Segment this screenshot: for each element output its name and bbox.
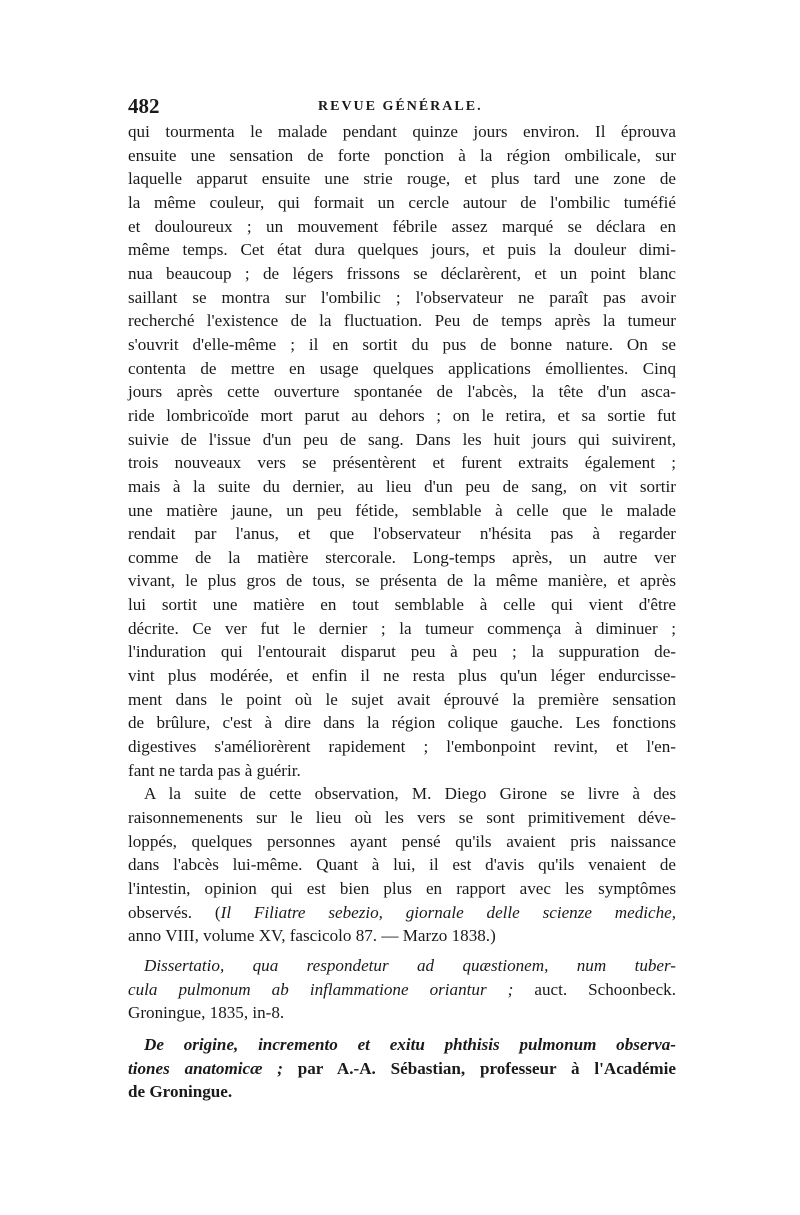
citation-tail: anno VIII, volume XV, fascicolo 87. — Marzo 1838.) xyxy=(128,926,496,946)
text-line: suivie de l'issue d'un peu de sang. Dans les huit jours qui suivirent, xyxy=(128,429,676,449)
bib-author: par A.-A. Sébastian, professeur à l'Académie xyxy=(282,1058,677,1078)
text-line: une matière jaune, un peu fétide, semblable à celle que le malade xyxy=(128,500,676,520)
text-line: trois nouveaux vers se présentèrent et furent extraits également ; xyxy=(128,453,676,473)
text-line: mais à la suite du dernier, au lieu d'un peu de sang, on vit sortir xyxy=(128,476,676,496)
text-line: ride lombricoïde mort parut au dehors ; on le retira, et sa sortie fut xyxy=(128,405,676,425)
bib-title-line-2 xyxy=(128,1057,676,1081)
text-line: contenta de mettre en usage quelques applications émollientes. Cinq xyxy=(128,358,676,378)
bib-title: De origine, incremento et exitu phthisis pulmonum observa- xyxy=(144,1034,676,1054)
paragraph-discussion xyxy=(128,782,676,948)
text-line: l'induration qui l'entourait disparut peu à peu ; la suppuration de- xyxy=(128,642,676,662)
bibliography-entry-sebastian xyxy=(128,1033,676,1104)
text-line: l'intestin, opinion qui est bien plus en rapport avec les symptômes xyxy=(128,879,676,898)
bib-title: Dissertatio, qua respondetur ad quæstionem, num tuber- xyxy=(144,955,676,975)
text-line: et douloureux ; un mouvement fébrile assez marqué se déclara en xyxy=(128,216,676,236)
document-page xyxy=(128,88,676,1104)
bibliography-entry-schoonbeck xyxy=(128,954,676,1025)
text-line: la même couleur, qui formait un cercle autour de l'ombilic tuméfié xyxy=(128,192,676,212)
text-line: loppés, quelques personnes ayant pensé qu'ils avaient pris naissance xyxy=(128,831,676,851)
text-line: jours après cette ouverture spontanée de l'abcès, la tête d'un asca- xyxy=(128,382,676,402)
citation-line xyxy=(128,901,676,925)
text-line: ment dans le point où le sujet avait éprouvé la première sensation xyxy=(128,689,676,709)
text-line: de brûlure, c'est à dire dans la région colique gauche. Les fonctions xyxy=(128,713,676,733)
running-head xyxy=(128,88,676,120)
text-line: s'ouvrit d'elle-même ; il en sortit du pus de bonne nature. On se xyxy=(128,334,676,354)
text-line: A la suite de cette observation, M. Diego Girone se livre à des xyxy=(144,784,676,804)
text-line: rendait par l'anus, et que l'observateur n'hésita pas à regarder xyxy=(128,524,676,544)
bib-title-cont: cula pulmonum ab inflammatione oriantur ; xyxy=(128,979,514,999)
text-line: nua beaucoup ; de légers frissons se déclarèrent, et un point blanc xyxy=(128,263,676,283)
bib-imprint: de Groningue. xyxy=(128,1082,233,1102)
text-line: dans l'abcès lui-même. Quant à lui, il est d'avis qu'ils venaient de xyxy=(128,855,676,875)
text-line: recherché l'existence de la fluctuation. Peu de temps après la tumeur xyxy=(128,311,676,331)
bib-title-cont: tiones anatomicæ ; xyxy=(128,1058,283,1078)
text-line: vivant, le plus gros de tous, se présenta de la même manière, et après xyxy=(128,571,676,591)
bib-title-line-2 xyxy=(128,978,676,1002)
bib-imprint: Groningue, 1835, in-8. xyxy=(128,1003,285,1023)
text-line: lui sortit une matière en tout semblable à celle qui vient d'être xyxy=(128,595,676,615)
text-line: laquelle apparut ensuite une strie rouge, et plus tard une zone de xyxy=(128,169,676,189)
text-line: vint plus modérée, et enfin il ne resta plus qu'un léger endurcisse- xyxy=(128,666,676,686)
page-number: 482 xyxy=(128,94,160,118)
text-line: raisonnemenents sur le lieu où les vers se sont primitivement déve- xyxy=(128,808,676,828)
text-line: ensuite une sensation de forte ponction à la région ombilicale, sur xyxy=(128,145,676,165)
text-line: décrite. Ce ver fut le dernier ; la tumeur commença à diminuer ; xyxy=(128,618,676,638)
paragraph-case-description xyxy=(128,120,676,782)
running-title: REVUE GÉNÉRALE. xyxy=(318,99,483,114)
text-line: qui tourmenta le malade pendant quinze jours environ. Il éprouva xyxy=(128,122,676,141)
text-line: même temps. Cet état dura quelques jours, et puis la douleur dimi- xyxy=(128,240,676,260)
text-line: fant ne tarda pas à guérir. xyxy=(128,760,301,780)
text-line: comme de la matière stercorale. Long-temps après, un autre ver xyxy=(128,547,676,567)
text-line: digestives s'améliorèrent rapidement ; l'embonpoint revint, et l'en- xyxy=(128,737,676,757)
journal-citation: Il Filiatre sebezio, giornale delle scienze mediche, xyxy=(220,902,676,922)
bib-author: auct. Schoonbeck. xyxy=(513,979,676,999)
citation-prefix: observés. ( xyxy=(128,902,221,922)
text-line: saillant se montra sur l'ombilic ; l'observateur ne paraît pas avoir xyxy=(128,287,676,307)
